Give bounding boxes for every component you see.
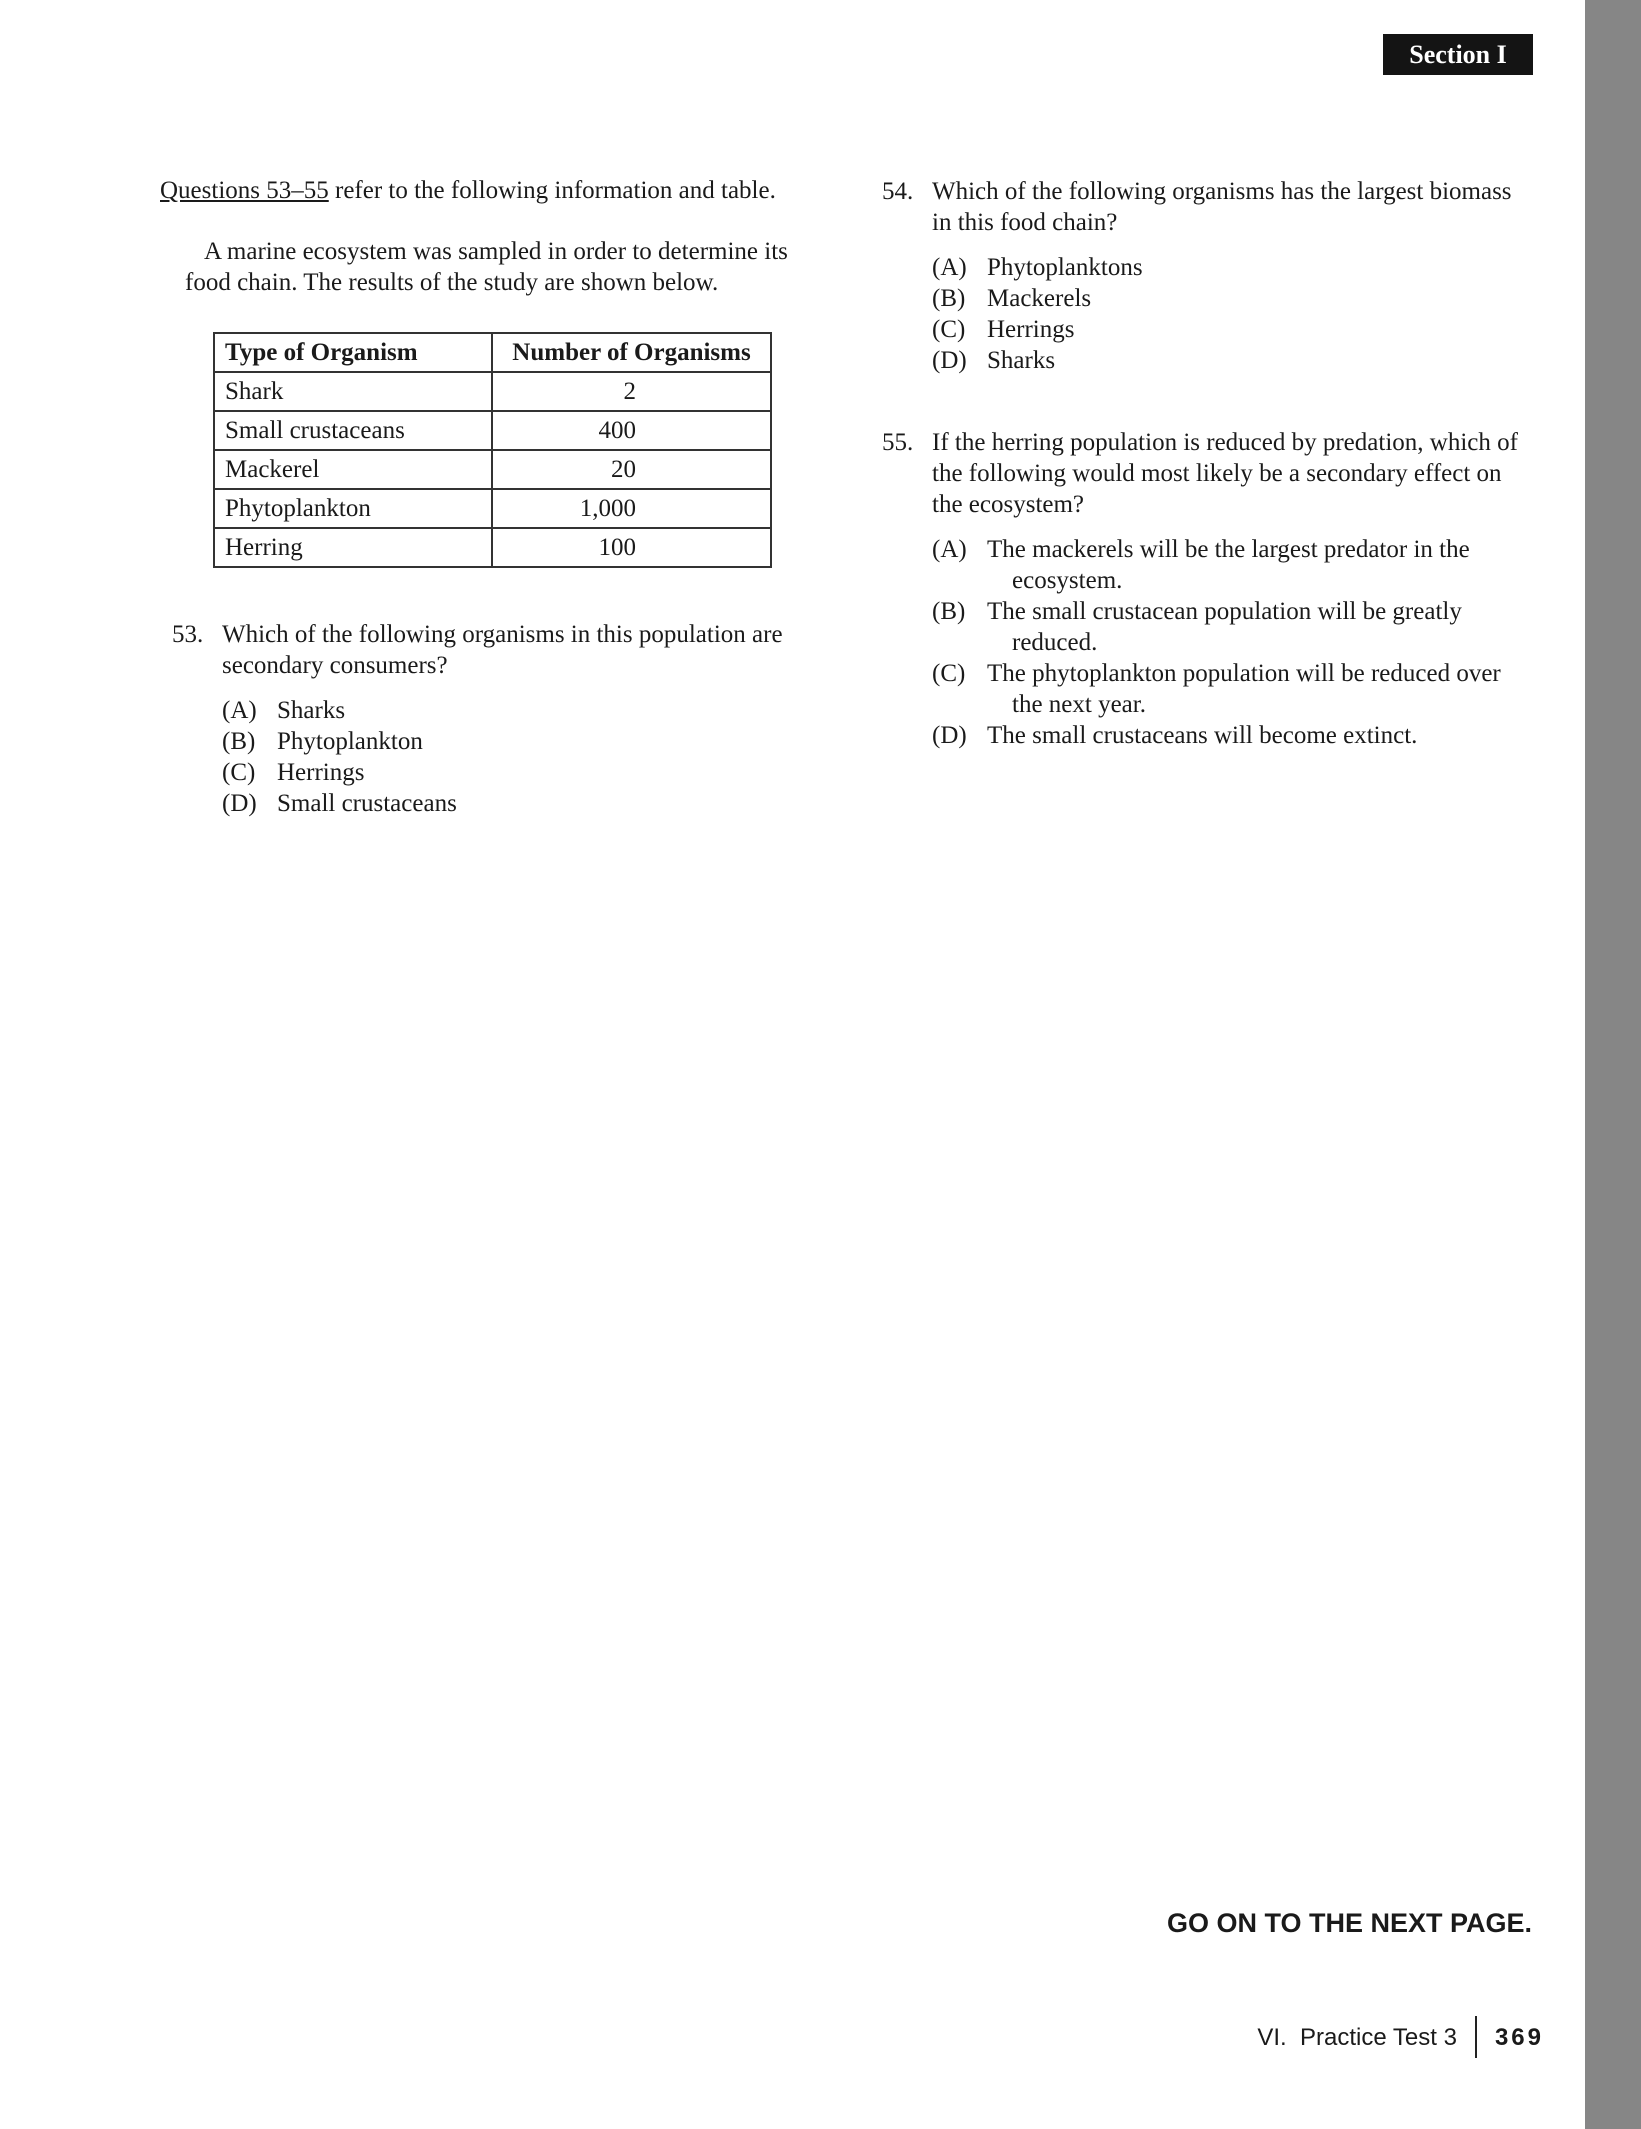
count-cell: 1,000 <box>492 489 771 528</box>
option-text: Mackerels <box>987 285 1092 312</box>
answer-option[interactable] <box>222 726 817 757</box>
column-header: Type of Organism <box>214 333 492 372</box>
option-label: (D) <box>932 722 967 749</box>
organism-cell: Herring <box>214 528 492 567</box>
answer-option[interactable] <box>932 314 1537 345</box>
table-row <box>214 528 771 567</box>
option-label: (C) <box>932 660 966 687</box>
answer-option[interactable] <box>932 658 1532 720</box>
questions-reference <box>160 175 810 206</box>
table-row <box>214 411 771 450</box>
page-number: 369 <box>1494 2023 1544 2051</box>
section-label: Section I <box>1383 34 1533 75</box>
table-row <box>214 489 771 528</box>
option-label: (A) <box>222 697 257 724</box>
option-text: Sharks <box>277 697 346 724</box>
chapter-label: VI. Practice Test 3 <box>1257 2023 1457 2051</box>
organism-cell: Small crustaceans <box>214 411 492 450</box>
answer-option[interactable] <box>932 596 1532 658</box>
option-label: (C) <box>222 759 256 786</box>
option-text: Small crustaceans <box>277 790 457 817</box>
question-number: 55. <box>882 429 914 456</box>
option-text: Sharks <box>987 347 1056 374</box>
option-label: (A) <box>932 254 967 281</box>
passage: A marine ecosystem was sampled in order to determine its food chain. The results of the study are shown below. <box>185 238 788 296</box>
ref-text: refer to the following information and table. <box>328 177 776 204</box>
question-text: Which of the following organisms in this population are secondary consumers? <box>222 621 783 679</box>
option-text: Herrings <box>277 759 365 786</box>
organism-cell: Mackerel <box>214 450 492 489</box>
option-text: Herrings <box>987 316 1075 343</box>
organism-table <box>213 332 772 568</box>
option-text: Phytoplanktons <box>987 254 1143 281</box>
table-row <box>214 450 771 489</box>
go-on-notice: GO ON TO THE NEXT PAGE. <box>1166 1908 1532 1938</box>
answer-option[interactable] <box>222 788 817 819</box>
option-text: The mackerels will be the largest predator in the ecosystem. <box>987 536 1470 594</box>
footer-divider <box>1475 2016 1477 2058</box>
option-text: The small crustacean population will be greatly reduced. <box>987 598 1462 656</box>
option-label: (A) <box>932 536 967 563</box>
page-footer <box>1257 2016 1544 2058</box>
count-cell: 20 <box>492 450 771 489</box>
option-text: The phytoplankton population will be reduced over the next year. <box>987 660 1501 718</box>
column-header: Number of Organisms <box>492 333 771 372</box>
question-55 <box>882 427 1532 751</box>
question-text: Which of the following organisms has the largest biomass in this food chain? <box>932 178 1512 236</box>
ref-range: Questions 53–55 <box>160 177 329 204</box>
answer-option[interactable] <box>932 283 1537 314</box>
question-number: 54. <box>882 178 914 205</box>
question-54 <box>882 176 1537 376</box>
answer-option[interactable] <box>222 695 817 726</box>
table-header-row <box>214 333 771 372</box>
question-number: 53. <box>172 621 204 648</box>
answer-option[interactable] <box>932 534 1532 596</box>
page-edge-tab <box>1585 0 1641 2129</box>
count-cell: 100 <box>492 528 771 567</box>
option-label: (B) <box>932 598 966 625</box>
option-label: (B) <box>932 285 966 312</box>
answer-option[interactable] <box>932 720 1532 751</box>
answer-option[interactable] <box>932 345 1537 376</box>
answer-option[interactable] <box>222 757 817 788</box>
count-cell: 2 <box>492 372 771 411</box>
organism-cell: Shark <box>214 372 492 411</box>
option-text: Phytoplankton <box>277 728 423 755</box>
option-label: (C) <box>932 316 966 343</box>
option-label: (B) <box>222 728 256 755</box>
table-row <box>214 372 771 411</box>
option-label: (D) <box>222 790 257 817</box>
answer-option[interactable] <box>932 252 1537 283</box>
option-label: (D) <box>932 347 967 374</box>
count-cell: 400 <box>492 411 771 450</box>
intro <box>160 175 810 206</box>
question-text: If the herring population is reduced by predation, which of the following would most likely be a secondary effect on the ecosystem? <box>932 429 1518 518</box>
question-53 <box>172 619 817 819</box>
organism-cell: Phytoplankton <box>214 489 492 528</box>
option-text: The small crustaceans will become extinct. <box>987 722 1418 749</box>
